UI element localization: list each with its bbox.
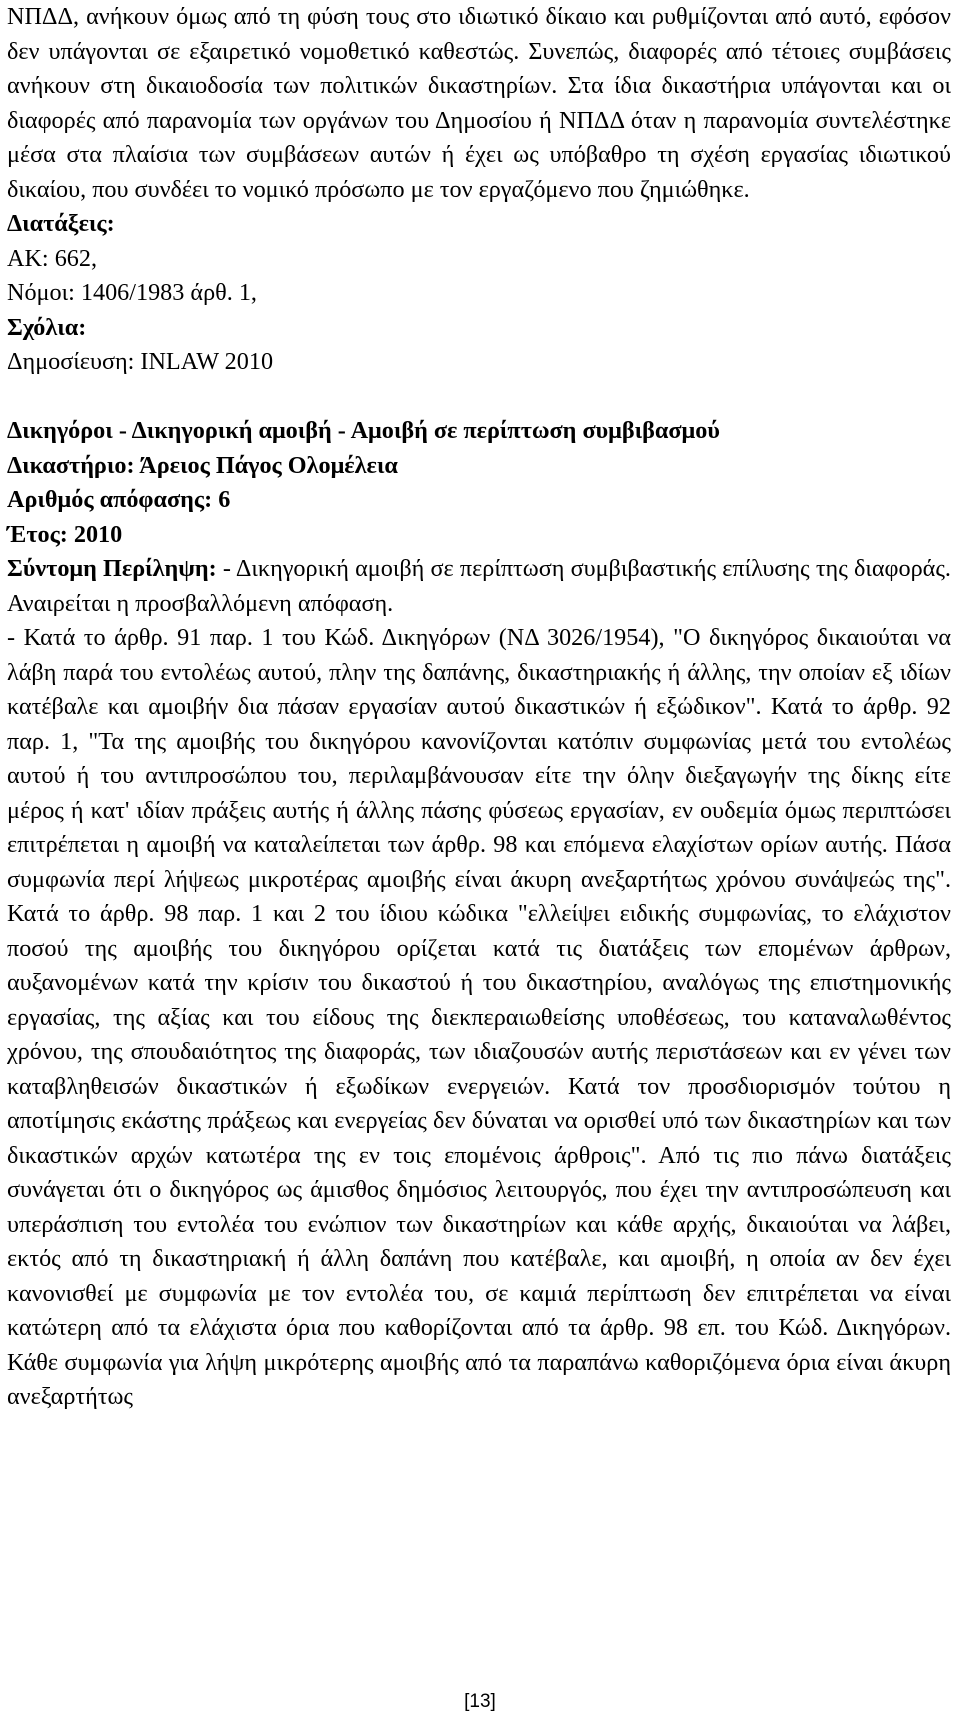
summary-label: Σύντομη Περίληψη: bbox=[7, 555, 217, 582]
page-number: [13] bbox=[464, 1691, 496, 1712]
comments-heading: Σχόλια: bbox=[7, 313, 87, 341]
provision-item: ΑΚ: 662, bbox=[7, 244, 98, 272]
provision-item: Νόμοι: 1406/1983 άρθ. 1, bbox=[7, 279, 257, 306]
summary-text: - Δικηγορική αμοιβή σε περίπτωση συμβιβαστικής επίλυσης της διαφοράς. Αναιρείται η προσβαλλόμενη απόφαση. bbox=[7, 555, 951, 617]
decision-year: Έτος: 2010 bbox=[7, 520, 123, 548]
court-line: Δικαστήριο: Άρειος Πάγος Ολομέλεια bbox=[7, 451, 398, 479]
intro-paragraph: ΝΠΔΔ, ανήκουν όμως από τη φύση τους στο ιδιωτικό δίκαιο και ρυθμίζονται από αυτό, εφόσον δεν υπάγονται σε εξαιρετικό νομοθετικό καθεστώς. Συνεπώς, διαφορές από τέτοιες συμβάσεις ανήκουν στη δικαιοδοσία των πολιτικών δικαστηρίων. Στα ίδια δικαστήρια υπάγονται και οι διαφορές από παρανομία των οργάνων του Δημοσίου ή ΝΠΔΔ όταν η παρανομία συντελέστηκε μέσα στα πλαίσια των συμβάσεων αυτών ή έχει ως υπόβαθρο τη σχέση εργασίας ιδιωτικού δικαίου, που συνδέει το νομικό πρόσωπο με τον εργαζόμενο που ζημιώθηκε. bbox=[7, 3, 951, 203]
summary-paragraph bbox=[7, 552, 951, 621]
document-page bbox=[7, 0, 951, 1415]
body-paragraph: - Κατά το άρθρ. 91 παρ. 1 του Κώδ. Δικηγόρων (ΝΔ 3026/1954), "Ο δικηγόρος δικαιούται να λάβη παρά του εντολέως αυτού, πλην της δαπάνης, δικαστηριακής ή άλλης, την οποίαν εξ ιδίων κατέβαλε και αμοιβήν δια πάσαν εργασίαν αυτού δικαστικών ή εξώδικον". Κατά το άρθρ. 92 παρ. 1, "Τα της αμοιβής του δικηγόρου κανονίζονται κατόπιν συμφωνίας μετά του εντολέως αυτού ή του αντιπροσώπου του, περιλαμβάνουσαν είτε την όλην διεξαγωγήν της δίκης είτε μέρος ή κατ' ιδίαν πράξεις αυτής ή άλλης πάσης φύσεως εργασίαν, εν ουδεμία όμως περιπτώσει επιτρέπεται η αμοιβή να καταλείπεται των άρθρ. 98 και επόμενα ελαχίστων ορίων αυτής. Πάσα συμφωνία περί λήψεως μικροτέρας αμοιβής είναι άκυρη ανεξαρτήτως χρόνου συνάψεώς της". Κατά το άρθρ. 98 παρ. 1 και 2 του ίδιου κώδικα "ελλείψει ειδικής συμφωνίας, το ελάχιστον ποσού της αμοιβής του δικηγόρου ορίζεται κατά τις διατάξεις των επομένων άρθρων, αυξανομένων κατά την κρίσιν του δικαστού ή του δικαστηρίου, αναλόγως της επιστημονικής εργασίας, της αξίας και του είδους της διεκπεραιωθείσης υποθέσεως, του καταναλωθέντος χρόνου, της σπουδαιότητος της διαφοράς, των ιδιαζουσών αυτής περιστάσεων και εν γένει των καταβληθεισών δικαστικών ή εξωδίκων ενεργειών. Κατά τον προσδιορισμόν τούτου η αποτίμησις εκάστης πράξεως και ενεργείας δεν δύναται να ορισθεί υπό των δικαστηρίων και των δικαστικών αρχών κατωτέρα της εν τοις επομένοις άρθροις". Από τις πιο πάνω διατάξεις συνάγεται ότι ο δικηγόρος ως άμισθος δημόσιος λειτουργός, που έχει την αντιπροσώπευση και υπεράσπιση του εντολέα του ενώπιον των δικαστηρίων και κάθε αρχής, δικαιούται να λάβει, εκτός από τη δικαστηριακή ή άλλη δαπάνη που κατέβαλε, και αμοιβή, η οποία αν δεν έχει κανονισθεί με συμφωνία με τον εντολέα του, σε καμιά περίπτωση δεν επιτρέπεται να είναι κατώτερη από τα ελάχιστα όρια που καθορίζονται από τα άρθρ. 98 επ. του Κώδ. Δικηγόρων. Κάθε συμφωνία για λήψη μικρότερης αμοιβής από τα παραπάνω καθοριζόμενα όρια είναι άκυρη ανεξαρτήτως bbox=[7, 624, 951, 1410]
section-spacer bbox=[7, 380, 951, 415]
decision-number: Αριθμός απόφασης: 6 bbox=[7, 486, 231, 513]
case-title: Δικηγόροι - Δικηγορική αμοιβή - Αμοιβή σε περίπτωση συμβιβασμού bbox=[7, 417, 720, 444]
provisions-heading: Διατάξεις: bbox=[7, 210, 115, 237]
publication-line: Δημοσίευση: INLAW 2010 bbox=[7, 348, 274, 375]
